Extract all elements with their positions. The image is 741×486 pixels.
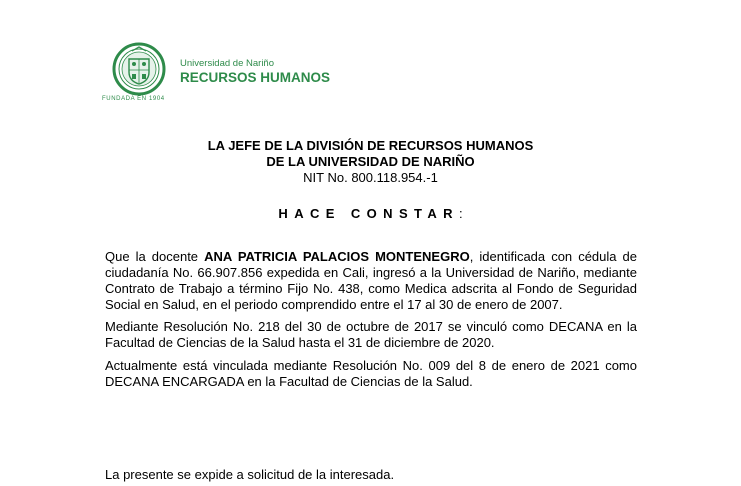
- university-seal-icon: [108, 42, 170, 96]
- certification-heading: [0, 206, 741, 221]
- closing-statement: La presente se expide a solicitud de la interesada.: [105, 467, 395, 482]
- title-line-2: DE LA UNIVERSIDAD DE NARIÑO: [266, 154, 475, 169]
- document-body: [105, 249, 637, 396]
- nit-number: NIT No. 800.118.954.-1: [303, 170, 438, 185]
- letterhead: [102, 42, 348, 106]
- heading-text: HACE CONSTAR: [278, 206, 459, 221]
- founded-caption: FUNDADA EN 1904: [102, 96, 165, 102]
- paragraph-2: Mediante Resolución No. 218 del 30 de octubre de 2017 se vinculó como DECANA en la Facultad de Ciencias de la Salud hasta el 31 de diciembre de 2020.: [105, 319, 637, 351]
- department-name: RECURSOS HUMANOS: [180, 70, 331, 85]
- paragraph-1-prefix: Que la docente: [105, 249, 205, 264]
- paragraph-1: [105, 249, 637, 313]
- university-name: Universidad de Nariño: [180, 58, 274, 69]
- document-title: [0, 138, 741, 186]
- paragraph-3: Actualmente está vinculada mediante Resolución No. 009 del 8 de enero de 2021 como DECANA ENCARGADA en la Facultad de Ciencias de la Salud.: [105, 357, 637, 389]
- paragraph-1-rest: , identificada con cédula de ciudadanía No. 66.907.856 expedida en Cali, ingresó a la Universidad de Nariño, mediante Contrato de Trabajo a término Fijo No. 438, como Medica adscrita al Fondo de Seguridad Social en Salud, en el periodo comprendido entre el 17 al 30 de enero de 2007.: [105, 249, 638, 313]
- title-line-1: LA JEFE DE LA DIVISIÓN DE RECURSOS HUMANOS: [207, 138, 534, 153]
- heading-colon: :: [458, 206, 463, 221]
- employee-name: ANA PATRICIA PALACIOS MONTENEGRO: [204, 249, 470, 264]
